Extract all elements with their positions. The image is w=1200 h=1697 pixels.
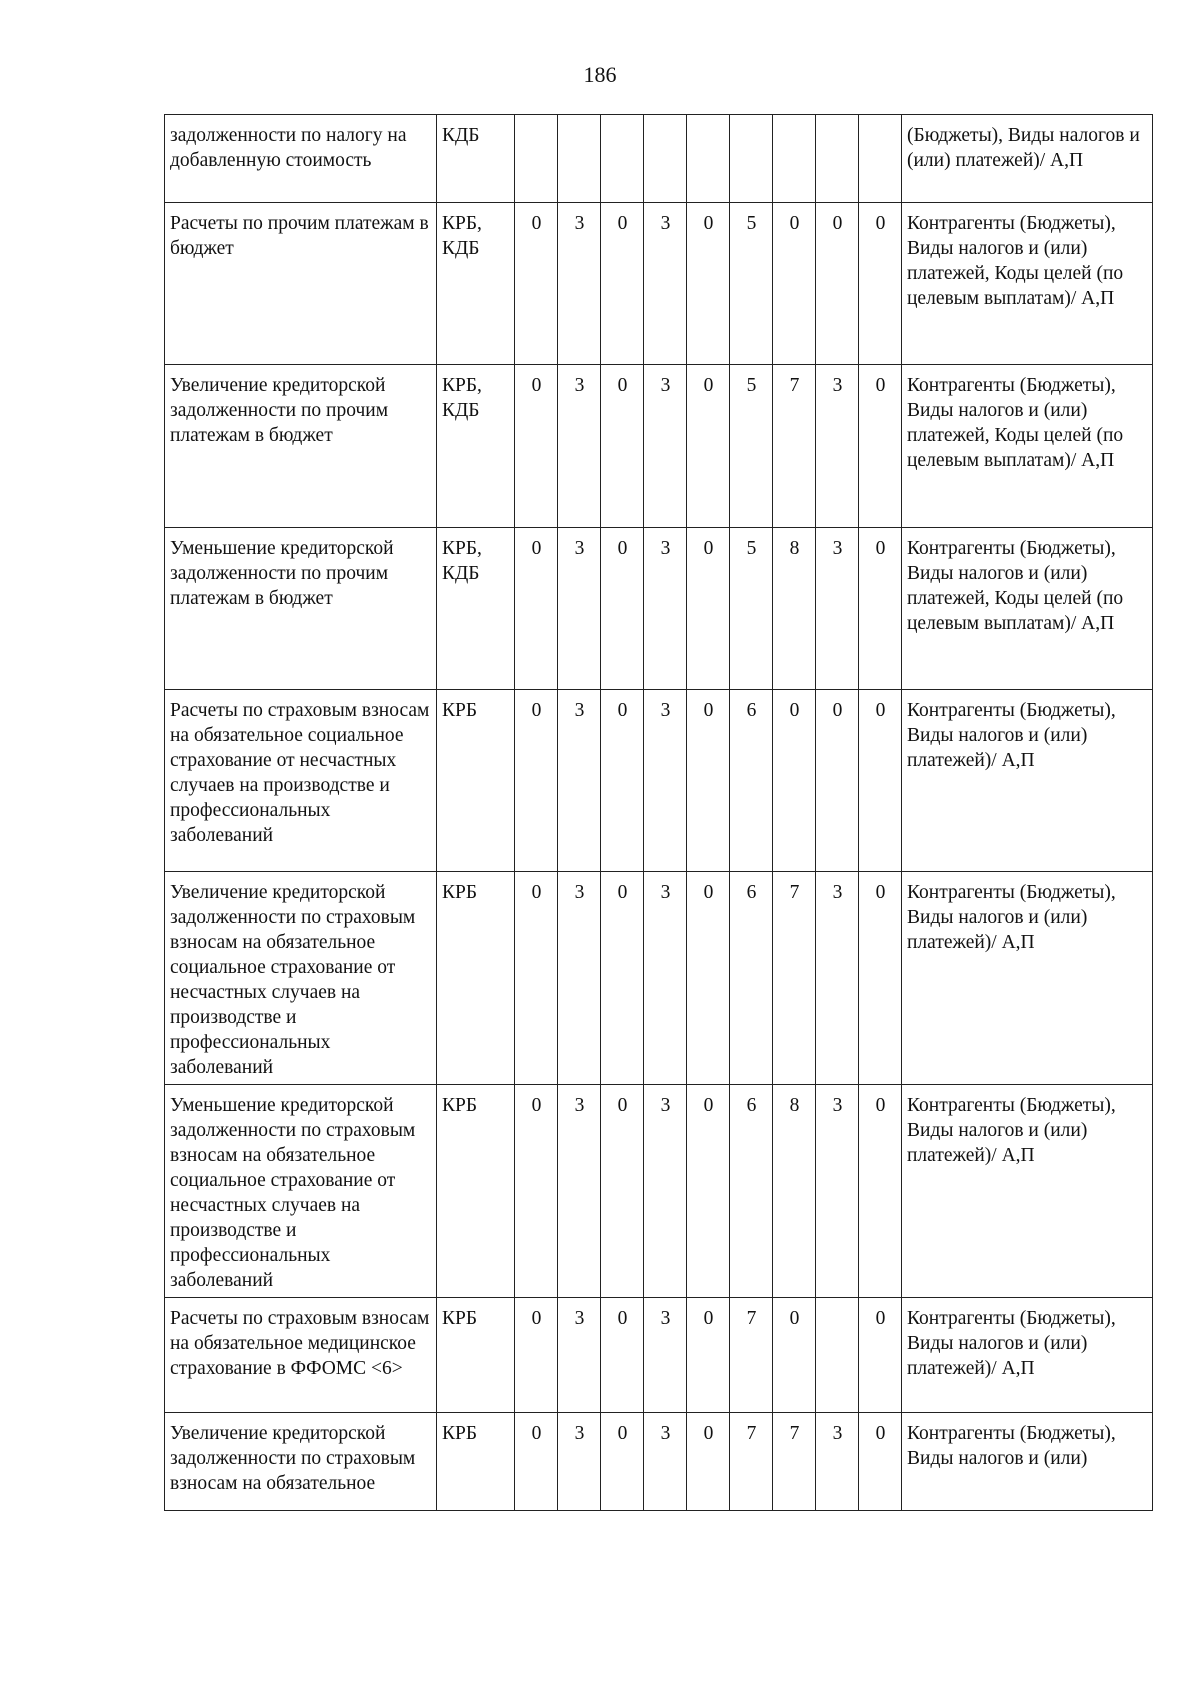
- account-digit-cell: 0: [687, 365, 730, 528]
- account-digit-cell: [601, 115, 644, 203]
- account-digit-cell: 0: [687, 1298, 730, 1413]
- account-digit-cell: 7: [773, 872, 816, 1085]
- account-digit-cell: 0: [515, 1085, 558, 1298]
- account-digit-cell: 7: [730, 1298, 773, 1413]
- account-digit-cell: 0: [859, 1413, 902, 1511]
- analytics-cell: (Бюджеты), Виды налогов и (или) платежей)/ А,П: [902, 115, 1153, 203]
- account-digit-cell: 7: [730, 1413, 773, 1511]
- account-digit-cell: [515, 115, 558, 203]
- account-digit-cell: 0: [687, 872, 730, 1085]
- account-digit-cell: 0: [515, 365, 558, 528]
- account-digit-cell: [859, 115, 902, 203]
- account-digit-cell: 3: [644, 1085, 687, 1298]
- account-digit-cell: 5: [730, 528, 773, 690]
- account-digit-cell: 0: [687, 203, 730, 365]
- account-digit-cell: 3: [558, 203, 601, 365]
- account-digit-cell: 8: [773, 528, 816, 690]
- table-row: [165, 115, 1153, 203]
- table-row: [165, 365, 1153, 528]
- account-digit-cell: [644, 115, 687, 203]
- account-digit-cell: 0: [687, 528, 730, 690]
- account-digit-cell: 0: [601, 1085, 644, 1298]
- account-digit-cell: 0: [773, 203, 816, 365]
- table-row: [165, 203, 1153, 365]
- table-body: [165, 115, 1153, 1511]
- account-digit-cell: 6: [730, 872, 773, 1085]
- account-digit-cell: 3: [644, 365, 687, 528]
- account-digit-cell: 7: [773, 365, 816, 528]
- account-digit-cell: 3: [816, 528, 859, 690]
- account-name-cell: Увеличение кредиторской задолженности по прочим платежам в бюджет: [165, 365, 437, 528]
- account-digit-cell: 6: [730, 690, 773, 872]
- account-digit-cell: 0: [601, 872, 644, 1085]
- account-digit-cell: [816, 115, 859, 203]
- account-digit-cell: 0: [859, 365, 902, 528]
- account-digit-cell: 5: [730, 365, 773, 528]
- account-digit-cell: 0: [859, 203, 902, 365]
- account-digit-cell: 0: [859, 528, 902, 690]
- table-row: [165, 1085, 1153, 1298]
- account-digit-cell: 0: [687, 1413, 730, 1511]
- account-name-cell: Расчеты по прочим платежам в бюджет: [165, 203, 437, 365]
- account-digit-cell: 0: [601, 1413, 644, 1511]
- account-digit-cell: [773, 115, 816, 203]
- account-digit-cell: [730, 115, 773, 203]
- account-digit-cell: 3: [558, 1298, 601, 1413]
- kfo-code-cell: КДБ: [437, 115, 515, 203]
- account-digit-cell: 0: [773, 690, 816, 872]
- table-row: [165, 872, 1153, 1085]
- account-digit-cell: 3: [644, 528, 687, 690]
- kfo-code-cell: КРБ: [437, 872, 515, 1085]
- analytics-cell: Контрагенты (Бюджеты), Виды налогов и (или) платежей, Коды целей (по целевым выплатам)/ А,П: [902, 365, 1153, 528]
- account-digit-cell: 0: [601, 203, 644, 365]
- analytics-cell: Контрагенты (Бюджеты), Виды налогов и (или) платежей)/ А,П: [902, 690, 1153, 872]
- account-digit-cell: 0: [601, 365, 644, 528]
- account-digit-cell: 0: [687, 690, 730, 872]
- account-digit-cell: 3: [558, 872, 601, 1085]
- account-digit-cell: 3: [558, 690, 601, 872]
- table-row: [165, 528, 1153, 690]
- account-digit-cell: 0: [601, 690, 644, 872]
- account-digit-cell: 3: [644, 1413, 687, 1511]
- page-number: 186: [583, 62, 617, 87]
- analytics-cell: Контрагенты (Бюджеты), Виды налогов и (или): [902, 1413, 1153, 1511]
- account-digit-cell: 3: [644, 872, 687, 1085]
- analytics-cell: Контрагенты (Бюджеты), Виды налогов и (или) платежей)/ А,П: [902, 1298, 1153, 1413]
- account-digit-cell: 0: [859, 1085, 902, 1298]
- account-digit-cell: 0: [816, 690, 859, 872]
- kfo-code-cell: КРБ: [437, 1085, 515, 1298]
- account-digit-cell: 0: [601, 1298, 644, 1413]
- account-digit-cell: 0: [515, 690, 558, 872]
- account-digit-cell: 3: [644, 203, 687, 365]
- account-digit-cell: 0: [515, 1298, 558, 1413]
- analytics-cell: Контрагенты (Бюджеты), Виды налогов и (или) платежей, Коды целей (по целевым выплатам)/ А,П: [902, 528, 1153, 690]
- account-digit-cell: 3: [558, 1413, 601, 1511]
- account-digit-cell: 0: [687, 1085, 730, 1298]
- kfo-code-cell: КРБ, КДБ: [437, 528, 515, 690]
- account-name-cell: Увеличение кредиторской задолженности по страховым взносам на обязательное: [165, 1413, 437, 1511]
- account-digit-cell: 3: [816, 365, 859, 528]
- account-digit-cell: 0: [859, 872, 902, 1085]
- kfo-code-cell: КРБ: [437, 1298, 515, 1413]
- account-name-cell: Уменьшение кредиторской задолженности по прочим платежам в бюджет: [165, 528, 437, 690]
- kfo-code-cell: КРБ: [437, 690, 515, 872]
- account-digit-cell: 3: [816, 1413, 859, 1511]
- account-digit-cell: [687, 115, 730, 203]
- table-row: [165, 1298, 1153, 1413]
- account-digit-cell: 3: [558, 1085, 601, 1298]
- account-digit-cell: 5: [730, 203, 773, 365]
- account-digit-cell: 3: [644, 690, 687, 872]
- table-row: [165, 690, 1153, 872]
- kfo-code-cell: КРБ: [437, 1413, 515, 1511]
- kfo-code-cell: КРБ, КДБ: [437, 203, 515, 365]
- analytics-cell: Контрагенты (Бюджеты), Виды налогов и (или) платежей, Коды целей (по целевым выплатам)/ А,П: [902, 203, 1153, 365]
- account-digit-cell: 6: [730, 1085, 773, 1298]
- account-digit-cell: 8: [773, 1085, 816, 1298]
- account-name-cell: Уменьшение кредиторской задолженности по страховым взносам на обязательное социальное страхование от несчастных случаев на производстве и профессиональных заболеваний: [165, 1085, 437, 1298]
- accounts-table: [164, 114, 1153, 1511]
- account-digit-cell: [558, 115, 601, 203]
- analytics-cell: Контрагенты (Бюджеты), Виды налогов и (или) платежей)/ А,П: [902, 872, 1153, 1085]
- account-digit-cell: 0: [515, 872, 558, 1085]
- account-digit-cell: 3: [558, 365, 601, 528]
- account-digit-cell: 0: [859, 1298, 902, 1413]
- analytics-cell: Контрагенты (Бюджеты), Виды налогов и (или) платежей)/ А,П: [902, 1085, 1153, 1298]
- account-digit-cell: 3: [816, 1085, 859, 1298]
- account-name-cell: Увеличение кредиторской задолженности по страховым взносам на обязательное социальное страхование от несчастных случаев на производстве и профессиональных заболеваний: [165, 872, 437, 1085]
- account-digit-cell: 0: [601, 528, 644, 690]
- account-digit-cell: 0: [859, 690, 902, 872]
- account-digit-cell: 0: [515, 1413, 558, 1511]
- account-digit-cell: [816, 1298, 859, 1413]
- account-digit-cell: 0: [515, 203, 558, 365]
- account-digit-cell: 3: [558, 528, 601, 690]
- account-digit-cell: 3: [816, 872, 859, 1085]
- account-digit-cell: 3: [644, 1298, 687, 1413]
- kfo-code-cell: КРБ, КДБ: [437, 365, 515, 528]
- account-digit-cell: 7: [773, 1413, 816, 1511]
- account-digit-cell: 0: [515, 528, 558, 690]
- account-digit-cell: 0: [816, 203, 859, 365]
- table-row: [165, 1413, 1153, 1511]
- account-name-cell: Расчеты по страховым взносам на обязательное социальное страхование от несчастных случаев на производстве и профессиональных заболеваний: [165, 690, 437, 872]
- account-name-cell: задолженности по налогу на добавленную стоимость: [165, 115, 437, 203]
- account-digit-cell: 0: [773, 1298, 816, 1413]
- account-name-cell: Расчеты по страховым взносам на обязательное медицинское страхование в ФФОМС <6>: [165, 1298, 437, 1413]
